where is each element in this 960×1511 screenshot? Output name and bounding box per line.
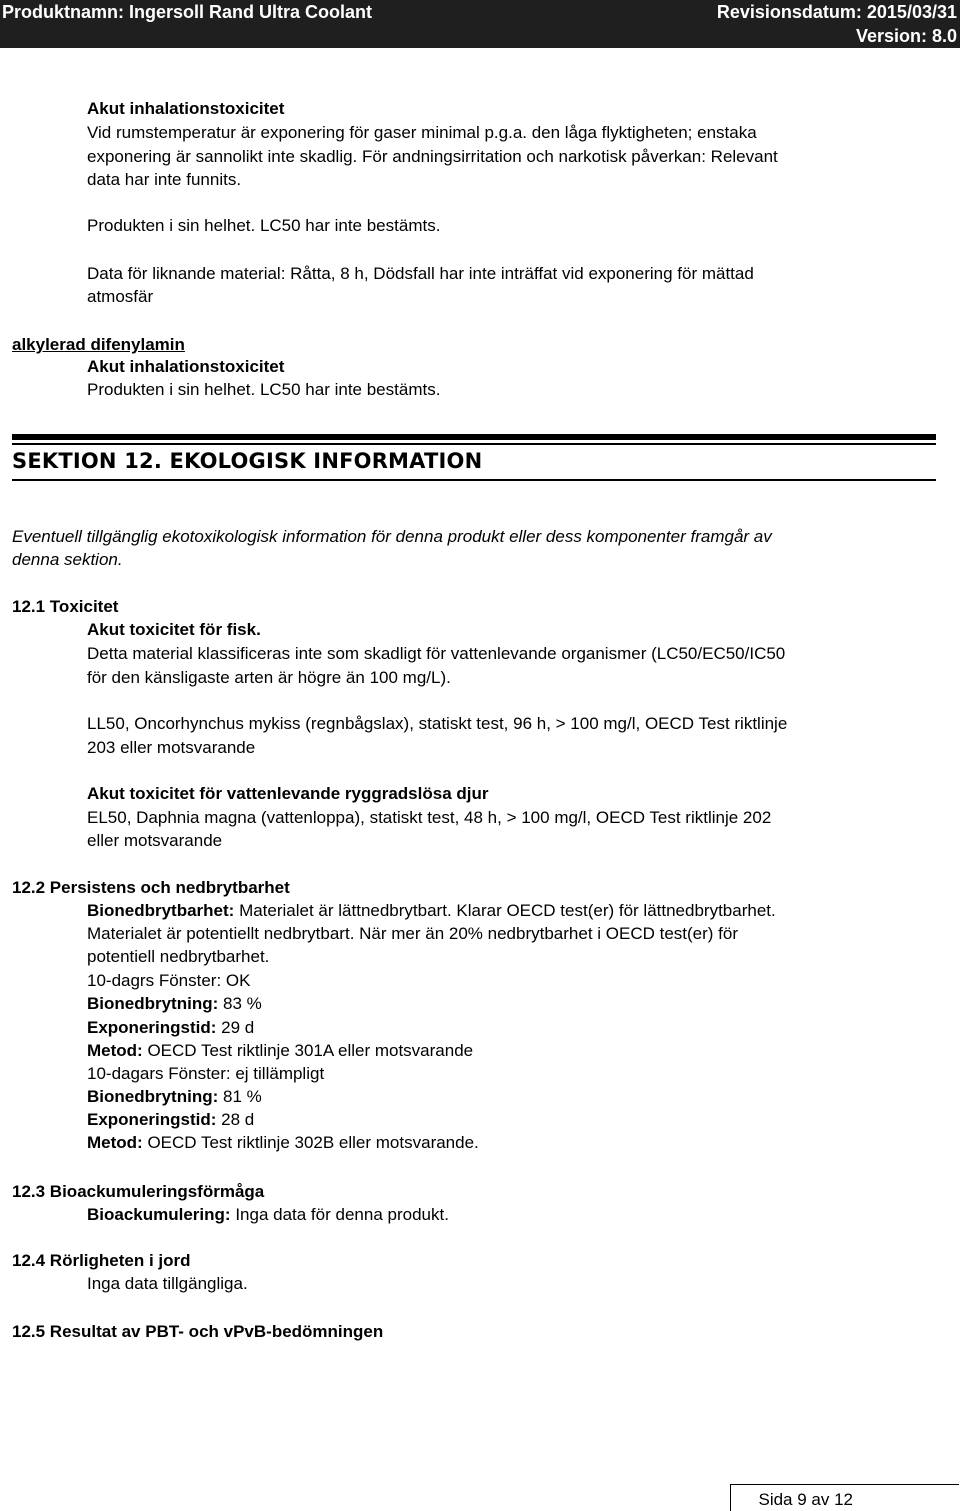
biodegradation-line bbox=[87, 1085, 262, 1109]
field-label: Bioackumulering: bbox=[87, 1205, 231, 1224]
section-rule-top bbox=[12, 434, 936, 440]
subsection-12-1-title: 12.1 Toxicitet bbox=[12, 597, 119, 616]
text-line: Data för liknande material: Råtta, 8 h, Dödsfall har inte inträffat vid exponering för mättad bbox=[87, 264, 754, 283]
document-header bbox=[0, 0, 960, 48]
text-line: Materialet är potentiellt nedbrytbart. När mer än 20% nedbrytbarhet i OECD test(er) för bbox=[87, 924, 739, 943]
subsection-12-3-title: 12.3 Bioackumuleringsförmåga bbox=[12, 1182, 265, 1201]
version-label: Version: 8.0 bbox=[855, 26, 957, 46]
subsection-12-2-title: 12.2 Persistens och nedbrytbarhet bbox=[12, 878, 290, 897]
method-line bbox=[87, 1039, 473, 1063]
field-label: Exponeringstid: bbox=[87, 1110, 217, 1129]
biodegradability-line bbox=[87, 899, 776, 923]
product-name: Produktnamn: Ingersoll Rand Ultra Coolant bbox=[2, 2, 373, 22]
section-rule-top-thin bbox=[12, 443, 936, 445]
text-line: LL50, Oncorhynchus mykiss (regnbågslax), statiskt test, 96 h, > 100 mg/l, OECD Test riktlinje bbox=[87, 714, 788, 733]
field-label: Bionedbrytbarhet: bbox=[87, 901, 235, 920]
revision-block bbox=[717, 0, 957, 48]
field-value: OECD Test riktlinje 302B eller motsvarande. bbox=[142, 1133, 479, 1152]
field-label: Bionedbrytning: bbox=[87, 994, 219, 1013]
acute-inhalation-heading: Akut inhalationstoxicitet bbox=[87, 99, 285, 118]
field-label: Metod: bbox=[87, 1133, 143, 1152]
section-title: SEKTION 12. EKOLOGISK INFORMATION bbox=[12, 449, 483, 473]
text-line: för den känsligaste arten är högre än 100 mg/L). bbox=[87, 668, 451, 687]
text-line: Produkten i sin helhet. LC50 har inte bestämts. bbox=[87, 216, 441, 235]
text-line: 10-dagrs Fönster: OK bbox=[87, 971, 251, 990]
biodegradation-line bbox=[87, 992, 262, 1016]
exposure-time-line bbox=[87, 1016, 254, 1040]
text-line: exponering är sannolikt inte skadlig. För andningsirritation och narkotisk påverkan: Relevant bbox=[87, 147, 778, 166]
text-line: potentiell nedbrytbarhet. bbox=[87, 947, 270, 966]
subsection-12-4-title: 12.4 Rörligheten i jord bbox=[12, 1251, 191, 1270]
text-line: atmosfär bbox=[87, 287, 154, 306]
text-line: data har inte funnits. bbox=[87, 170, 242, 189]
text-line: Detta material klassificeras inte som skadligt för vattenlevande organismer (LC50/EC50/IC50 bbox=[87, 644, 786, 663]
text-line: 10-dagars Fönster: ej tillämpligt bbox=[87, 1064, 325, 1083]
method-line bbox=[87, 1131, 479, 1155]
field-label: Exponeringstid: bbox=[87, 1018, 217, 1037]
text-line: Vid rumstemperatur är exponering för gaser minimal p.g.a. den låga flyktigheten; enstaka bbox=[87, 123, 757, 142]
subsection-12-5-title: 12.5 Resultat av PBT- och vPvB-bedömningen bbox=[12, 1322, 384, 1341]
field-value: 81 % bbox=[218, 1087, 262, 1106]
text-line: eller motsvarande bbox=[87, 831, 223, 850]
exposure-time-line bbox=[87, 1108, 254, 1132]
field-label: Metod: bbox=[87, 1041, 143, 1060]
fish-toxicity-heading: Akut toxicitet för fisk. bbox=[87, 620, 261, 639]
field-value: OECD Test riktlinje 301A eller motsvarande bbox=[142, 1041, 474, 1060]
section-intro: Eventuell tillgänglig ekotoxikologisk information för denna produkt eller dess komponenter framgår av bbox=[12, 527, 772, 546]
text-line: 203 eller motsvarande bbox=[87, 738, 256, 757]
acute-inhalation-heading: Akut inhalationstoxicitet bbox=[87, 357, 285, 376]
invertebrate-toxicity-heading: Akut toxicitet för vattenlevande ryggradslösa djur bbox=[87, 784, 489, 803]
field-value: Materialet är lättnedbrytbart. Klarar OECD test(er) för lättnedbrytbarhet. bbox=[234, 901, 776, 920]
substance-name: alkylerad difenylamin bbox=[12, 335, 185, 354]
field-value: 83 % bbox=[218, 994, 262, 1013]
bioaccumulation-line bbox=[87, 1203, 449, 1227]
section-rule-bottom bbox=[12, 479, 936, 481]
revision-date: Revisionsdatum: 2015/03/31 bbox=[716, 2, 957, 22]
field-label: Bionedbrytning: bbox=[87, 1087, 219, 1106]
section-intro: denna sektion. bbox=[12, 550, 123, 569]
text-line: EL50, Daphnia magna (vattenloppa), statiskt test, 48 h, > 100 mg/l, OECD Test riktlinje 202 bbox=[87, 808, 772, 827]
text-line: Inga data tillgängliga. bbox=[87, 1274, 248, 1293]
text-line: Produkten i sin helhet. LC50 har inte bestämts. bbox=[87, 380, 441, 399]
field-value: 29 d bbox=[216, 1018, 255, 1037]
field-value: Inga data för denna produkt. bbox=[230, 1205, 449, 1224]
field-value: 28 d bbox=[216, 1110, 255, 1129]
page-number: Sida 9 av 12 bbox=[758, 1490, 853, 1509]
